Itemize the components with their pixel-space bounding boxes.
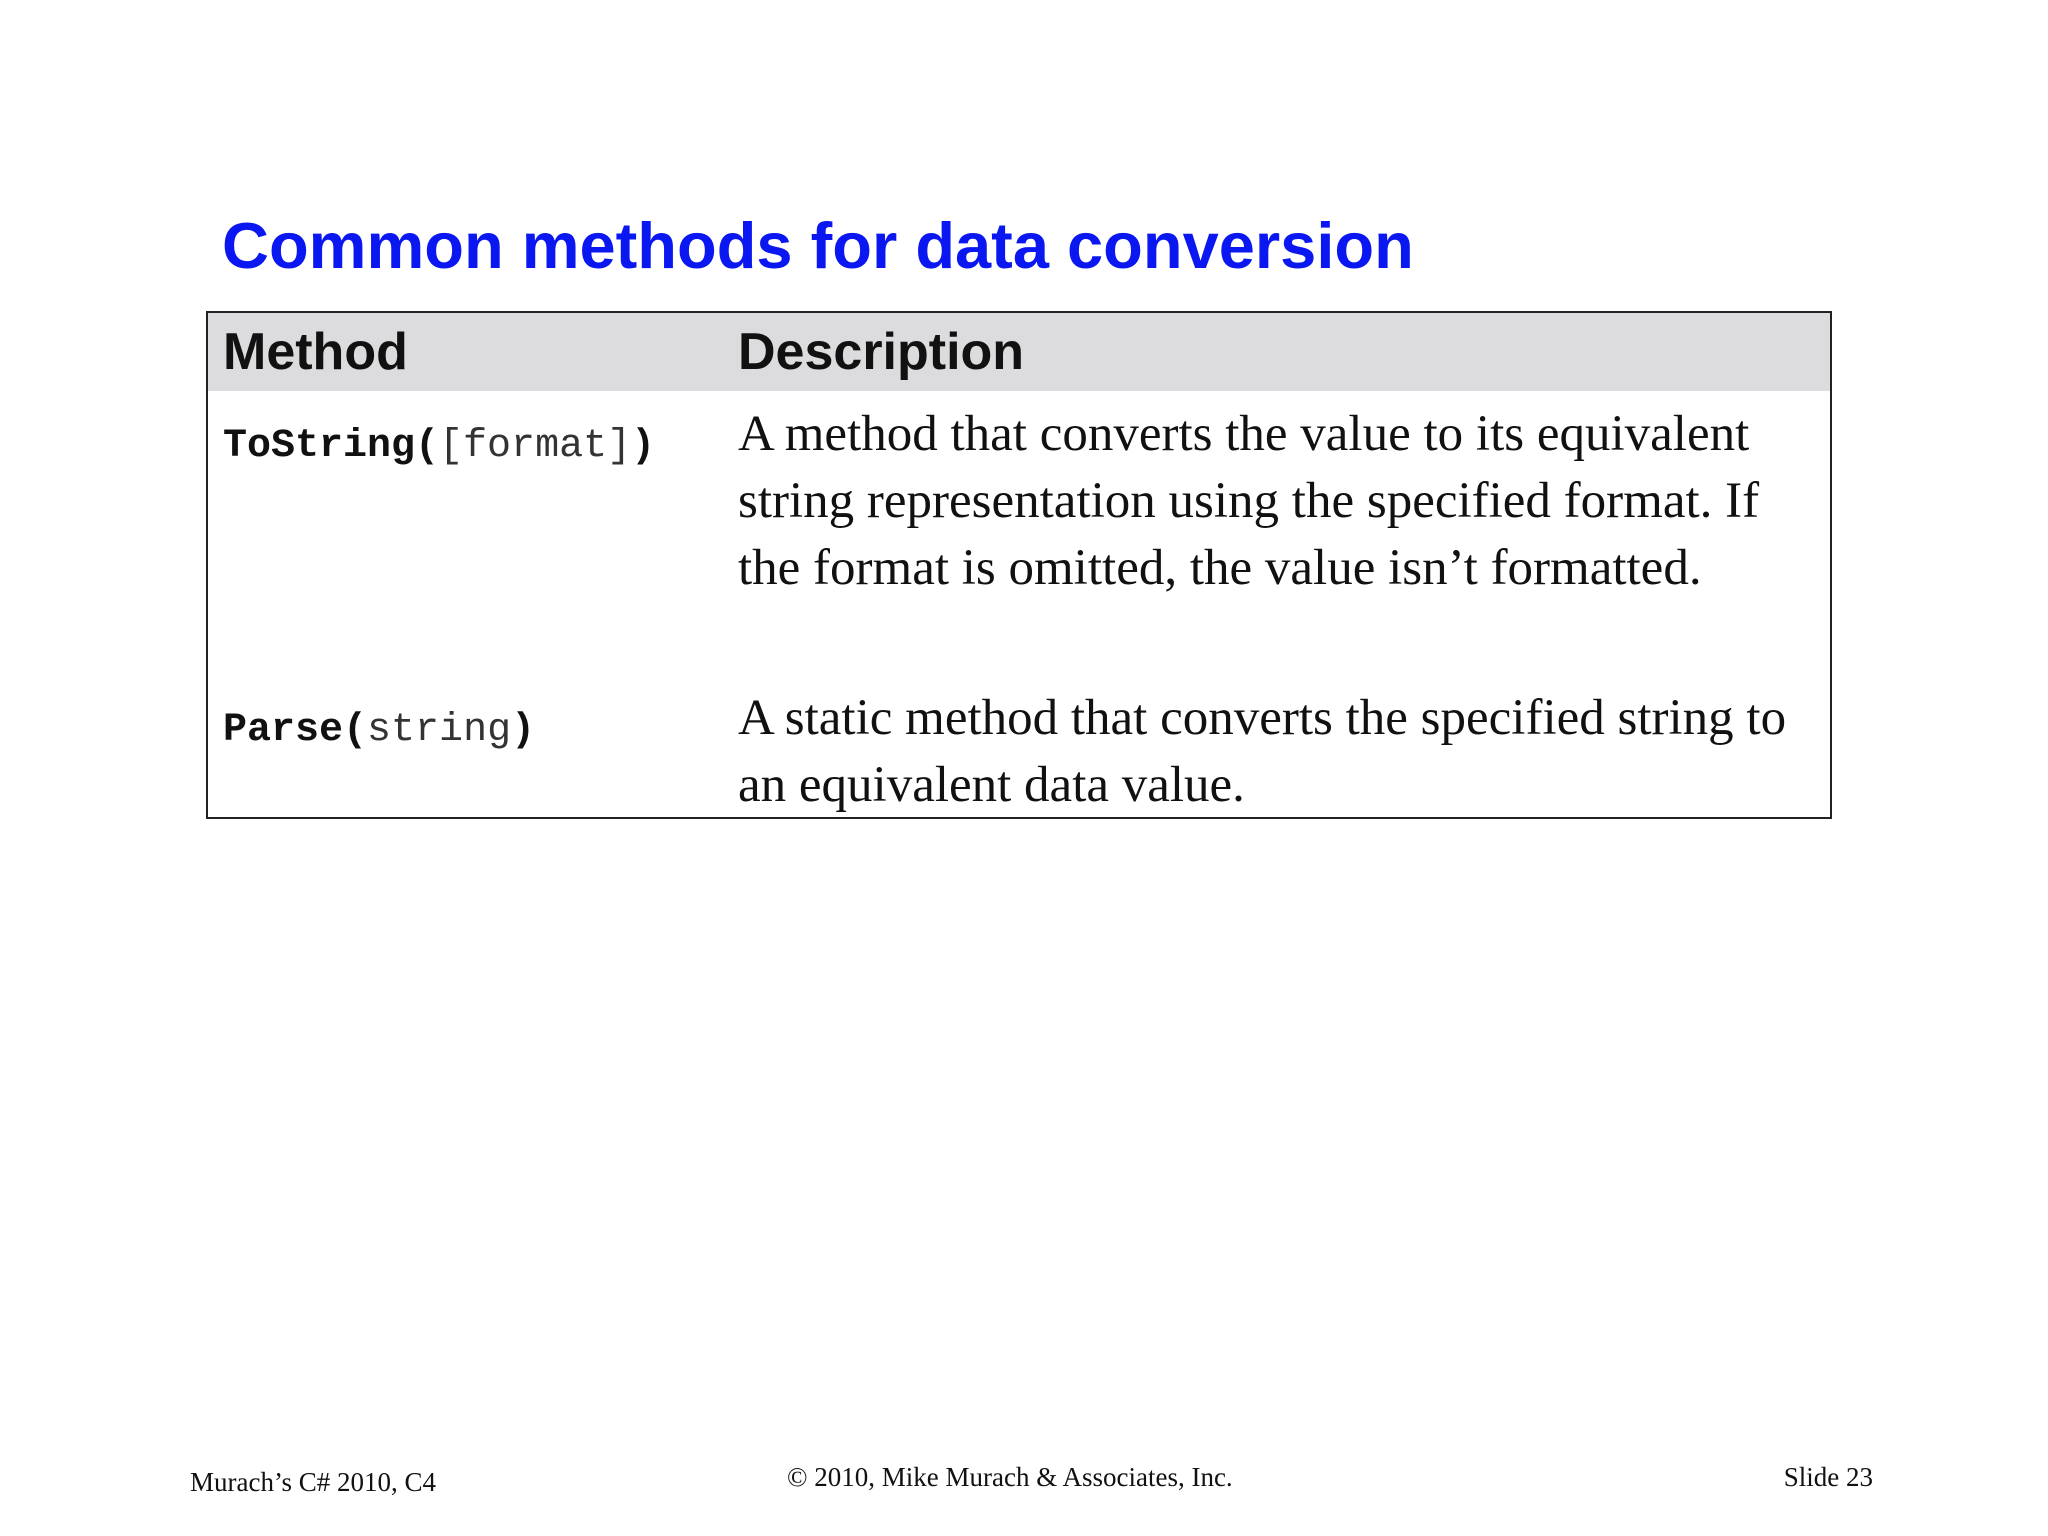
method-name: Parse	[223, 708, 344, 753]
slide-title: Common methods for data conversion	[222, 209, 1414, 282]
open-paren: (	[415, 424, 440, 469]
open-paren: (	[343, 708, 368, 753]
method-argument: string	[367, 708, 512, 753]
close-paren: )	[511, 708, 536, 753]
method-tostring	[223, 421, 655, 473]
description-parse: A static method that converts the specified string to an equivalent data value.	[738, 690, 1787, 813]
header-description: Description	[738, 323, 1025, 381]
method-argument: [format]	[439, 424, 632, 469]
table-header-row	[208, 313, 1830, 391]
footer-copyright: © 2010, Mike Murach & Associates, Inc.	[787, 1462, 1233, 1492]
header-method: Method	[223, 323, 408, 381]
method-parse	[223, 705, 535, 757]
footer-slide-number: Slide 23	[1783, 1462, 1873, 1492]
description-tostring: A method that converts the value to its equivalent string representation using the specified format. If the format is omitted, the value isn’t formatted.	[738, 406, 1760, 596]
footer-book-title: Murach’s C# 2010, C4	[190, 1467, 436, 1497]
method-name: ToString	[223, 424, 416, 469]
close-paren: )	[631, 424, 656, 469]
methods-table	[206, 311, 1832, 819]
